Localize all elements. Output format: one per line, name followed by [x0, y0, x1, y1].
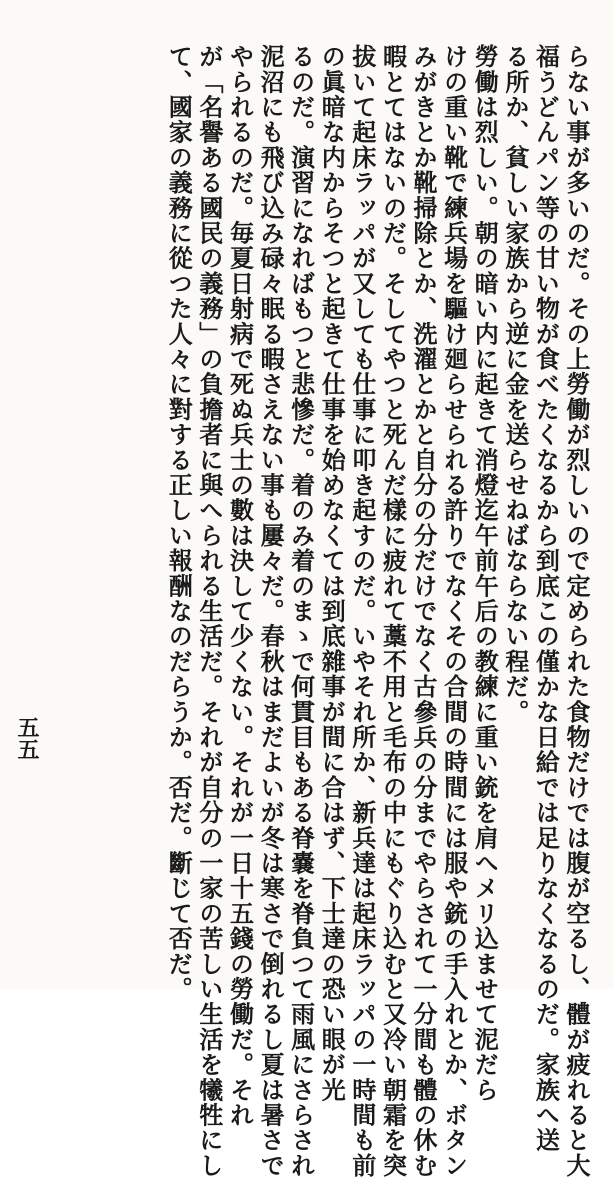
text-column: 泥沼にも飛び込み碌々眠る暇さえない事も屢々だ。春秋はまだよいが冬は寒さで倒れるし夏は暑さで: [256, 44, 286, 1178]
text-column: みがきとか靴掃除とか、洗濯とかと自分の分だけでなく古參兵の分までやらされて一分間も體の休む: [409, 44, 439, 1178]
vertical-text-block: [164, 44, 591, 1178]
text-column: らない事が多いのだ。その上勞働が烈しいので定められた食物だけでは腹が空るし、體が疲れると大: [562, 44, 591, 1178]
text-column: けの重い靴で練兵場を驅け廻らせられる許りでなくその合間の時間には服や銃の手入れとか、ボタン: [439, 44, 469, 1178]
text-column: 拔いて起床ラッパが又しても仕事に叩き起すのだ。いやそれ所か、新兵達は起床ラッパの一時間も前: [347, 44, 377, 1178]
text-column: が「名譽ある國民の義務」の負擔者に與へられる生活だ。それが自分の一家の苦しい生活を犧牲にし: [194, 44, 224, 1178]
text-column: 暇とてはないのだ。そしてやつと死んだ樣に疲れて藁不用と毛布の中にもぐり込むと又冷い朝霜を突: [378, 44, 408, 1178]
text-column: て、國家の義務に從つた人々に對する正しい報酬なのだらうか。否だ。斷じて否だ。: [164, 44, 194, 1002]
text-column: る所か、貧しい家族から逆に金を送らせねばならない程だ。: [500, 44, 530, 725]
text-column: 勞働は烈しい。朝の暗い内に起きて消燈迄午前午后の教練に重い銃を肩へメリ込ませて泥だら: [470, 44, 500, 1103]
text-column: 福うどんパン等の甘い物が食べたくなるから到底この僅かな日給では足りなくなるのだ。家族へ送: [531, 44, 561, 1153]
page-number: 五五: [14, 716, 40, 760]
text-column: の眞暗な内からそつと起きて仕事を始めなくては到底雜事が間に合はず、下士達の恐い眼が光: [317, 44, 347, 1103]
text-column: るのだ。演習になればもつと悲慘だ。着のみ着のまゝで何貫目もある脊嚢を脊負つて雨風にさらされ: [286, 44, 316, 1178]
text-column: やられるのだ。毎夏日射病で死ぬ兵士の數は決して少くない。それが一日十五錢の勞働だ。それ: [225, 44, 255, 1128]
